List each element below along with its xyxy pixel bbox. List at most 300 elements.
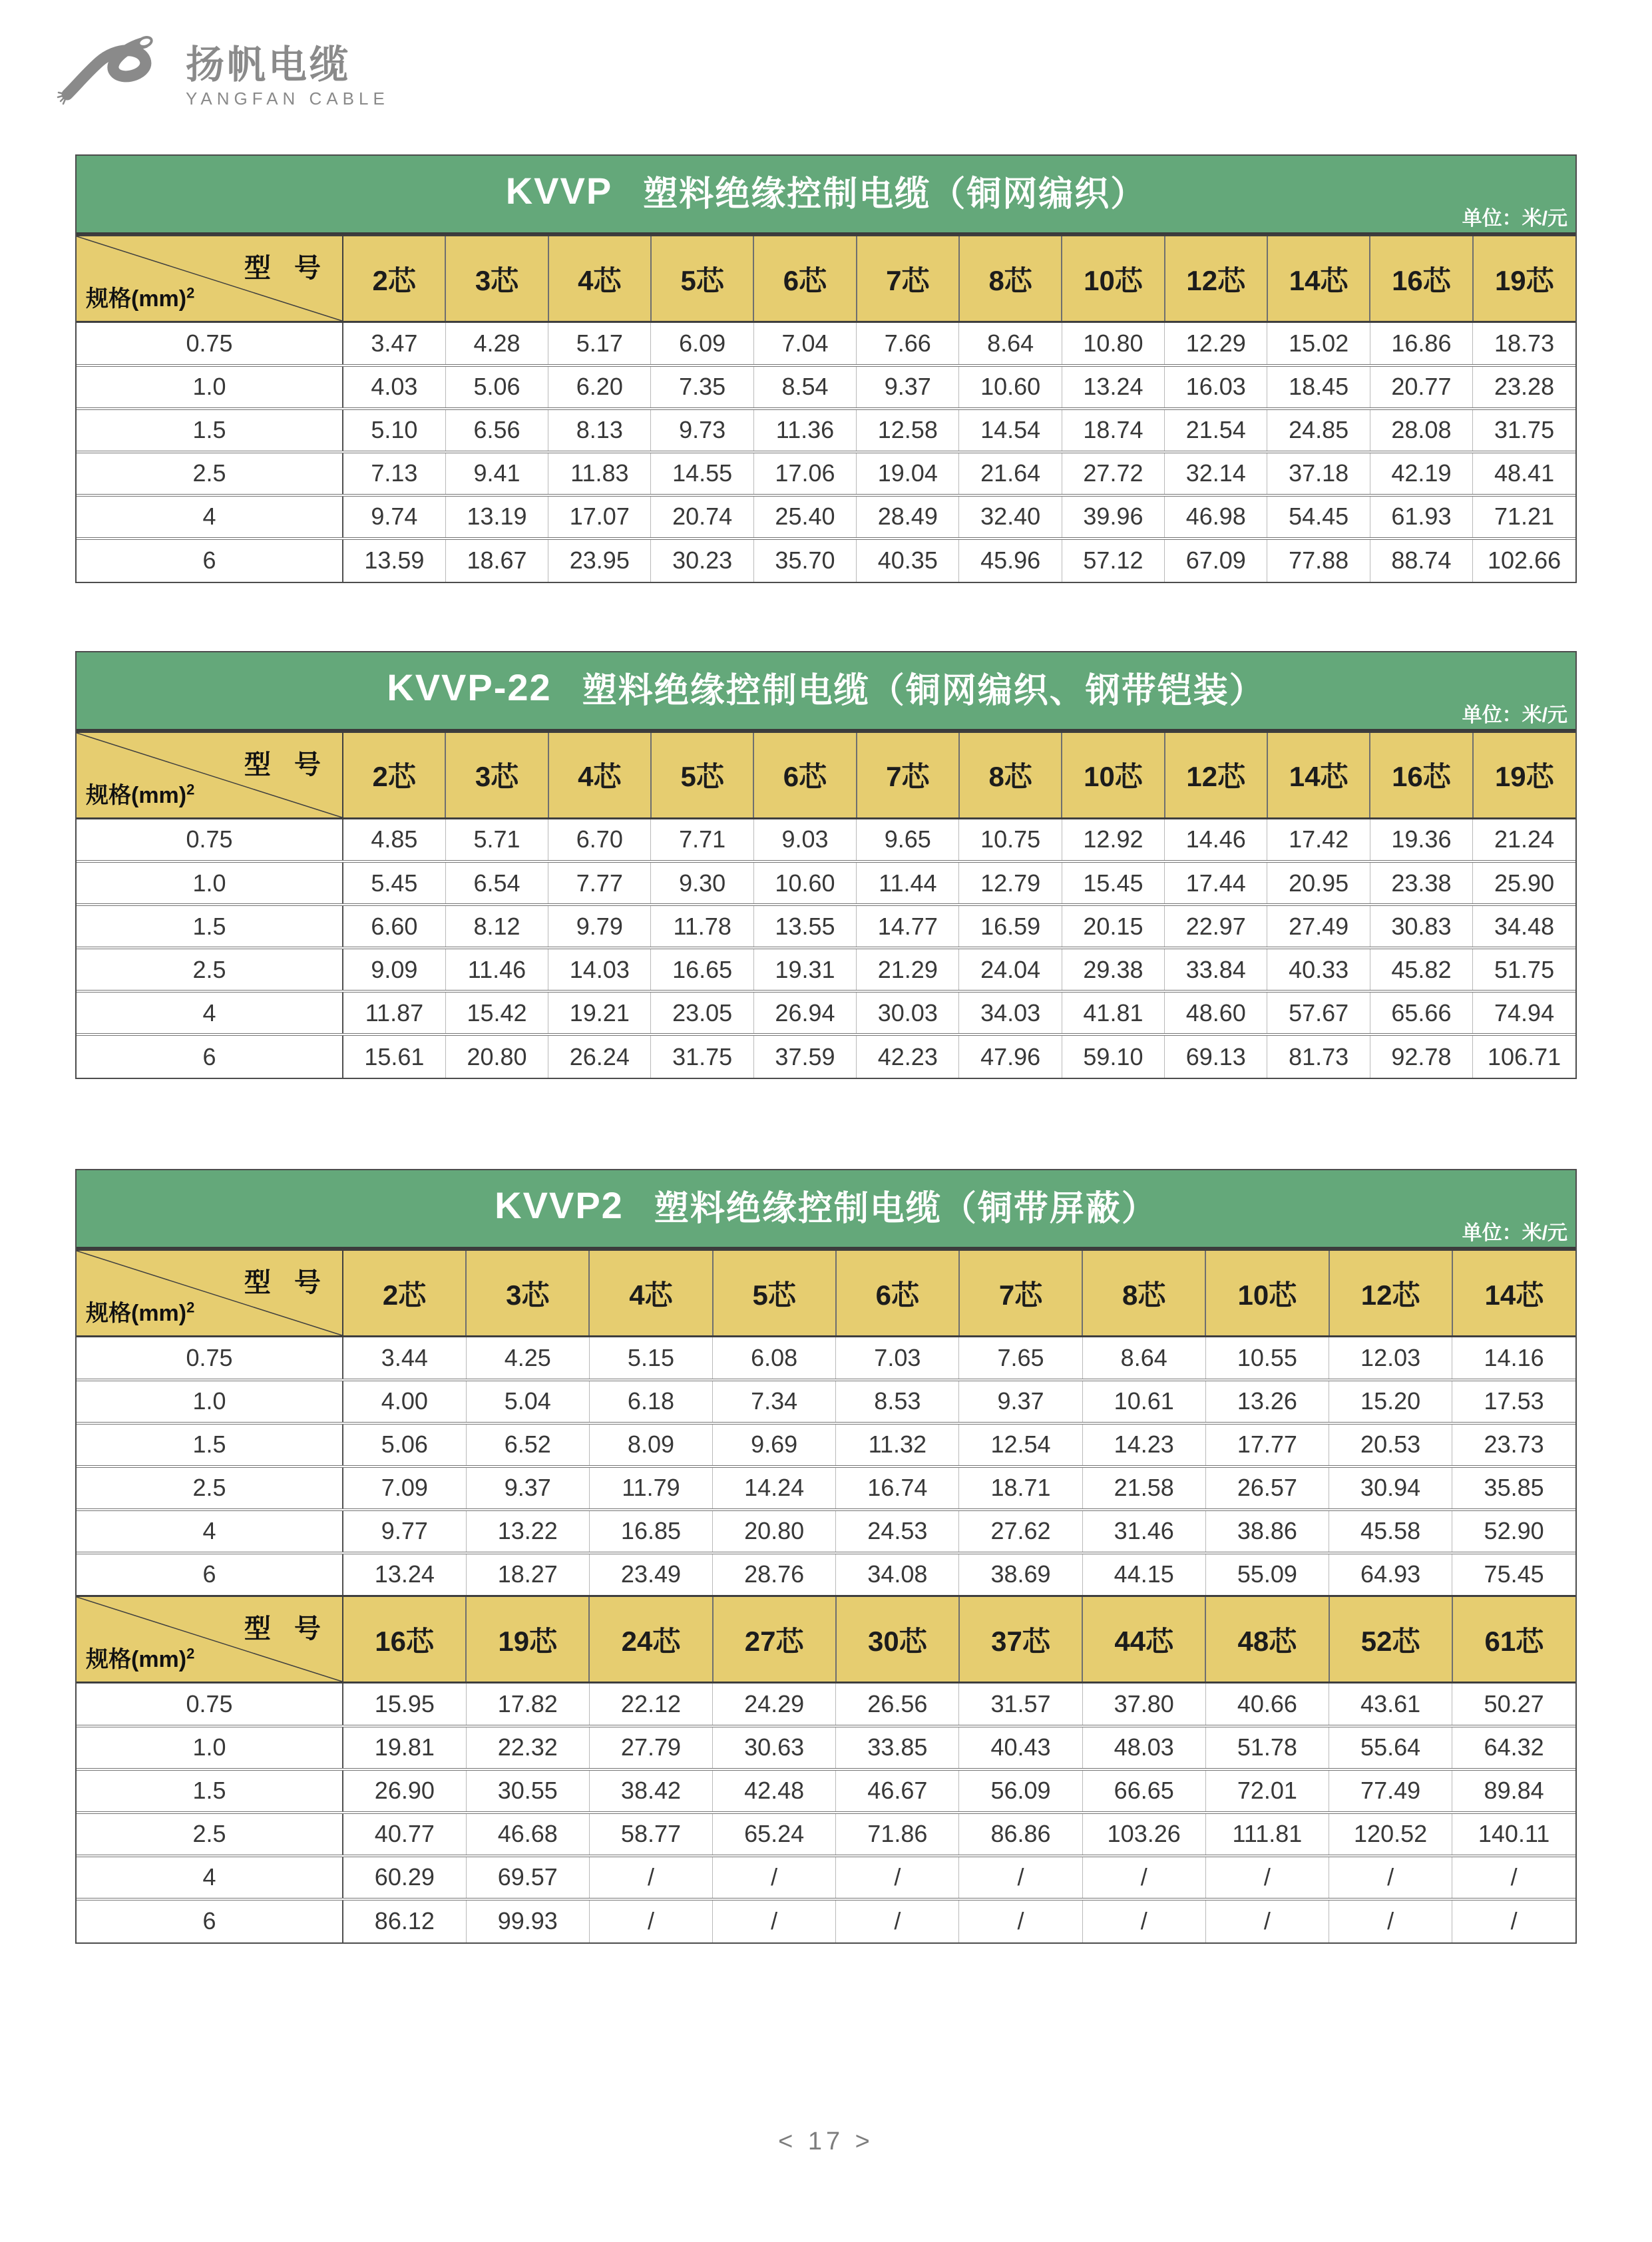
price-cell: 17.77 xyxy=(1205,1423,1329,1466)
price-cell: 14.77 xyxy=(857,905,959,948)
price-cell: 26.24 xyxy=(548,1034,651,1078)
price-table-kvvp xyxy=(75,154,1577,583)
price-cell: 16.86 xyxy=(1370,322,1472,365)
price-cell: 26.90 xyxy=(343,1769,466,1813)
price-cell: 16.65 xyxy=(651,948,753,991)
price-cell: 6.52 xyxy=(466,1423,589,1466)
price-cell: 7.34 xyxy=(713,1380,836,1423)
price-table-kvvp22 xyxy=(75,651,1577,1080)
price-cell: 11.79 xyxy=(589,1466,712,1510)
table-row xyxy=(77,1813,1575,1856)
price-cell: 35.85 xyxy=(1452,1466,1575,1510)
price-cell: 9.79 xyxy=(548,905,651,948)
price-cell: 6.18 xyxy=(589,1380,712,1423)
price-cell: 4.25 xyxy=(466,1337,589,1380)
column-header-cell: 12芯 xyxy=(1165,732,1267,818)
price-cell: 20.15 xyxy=(1062,905,1164,948)
price-cell: 57.12 xyxy=(1062,539,1164,582)
price-cell: 17.82 xyxy=(466,1683,589,1726)
price-cell: 42.19 xyxy=(1370,452,1472,495)
price-cell: 59.10 xyxy=(1062,1034,1164,1078)
column-header-cell: 5芯 xyxy=(713,1250,836,1337)
column-header-cell: 6芯 xyxy=(753,236,856,322)
table-row xyxy=(77,861,1575,905)
price-cell: 71.86 xyxy=(836,1813,959,1856)
price-cell: 40.66 xyxy=(1205,1683,1329,1726)
price-cell: 23.95 xyxy=(548,539,651,582)
spec-cell: 2.5 xyxy=(77,1813,343,1856)
price-cell: 23.49 xyxy=(589,1553,712,1596)
logo-text-cn: 扬帆电缆 xyxy=(186,43,351,87)
price-cell: 21.64 xyxy=(959,452,1062,495)
price-cell: 42.23 xyxy=(857,1034,959,1078)
price-cell: 12.92 xyxy=(1062,818,1164,861)
column-header-row xyxy=(77,1250,1575,1337)
price-cell: 5.45 xyxy=(343,861,445,905)
price-cell: 4.00 xyxy=(343,1380,466,1423)
price-cell: 11.83 xyxy=(548,452,651,495)
price-cell: 9.73 xyxy=(651,409,753,452)
price-cell: 23.28 xyxy=(1473,365,1575,409)
price-cell: / xyxy=(1452,1899,1575,1942)
table-title-line xyxy=(77,1170,1575,1240)
price-grid-kvvp22 xyxy=(77,731,1575,1078)
price-cell: / xyxy=(713,1899,836,1942)
price-cell: 69.13 xyxy=(1165,1034,1267,1078)
table-row xyxy=(77,1856,1575,1899)
logo-text-en: YANGFAN CABLE xyxy=(186,88,389,109)
table-title-band xyxy=(77,156,1575,234)
price-cell: / xyxy=(589,1899,712,1942)
spec-cell: 1.0 xyxy=(77,1380,343,1423)
column-header-cell: 7芯 xyxy=(857,732,959,818)
price-cell: 19.81 xyxy=(343,1726,466,1769)
price-cell: 9.37 xyxy=(857,365,959,409)
price-cell: 33.85 xyxy=(836,1726,959,1769)
price-cell: 55.09 xyxy=(1205,1553,1329,1596)
price-cell: 140.11 xyxy=(1452,1813,1575,1856)
price-cell: 19.36 xyxy=(1370,818,1472,861)
price-cell: 17.44 xyxy=(1165,861,1267,905)
price-cell: 47.96 xyxy=(959,1034,1062,1078)
column-header-cell: 16芯 xyxy=(343,1596,466,1683)
price-cell: 32.14 xyxy=(1165,452,1267,495)
price-cell: 9.69 xyxy=(713,1423,836,1466)
table-title-line xyxy=(77,156,1575,226)
price-cell: 89.84 xyxy=(1452,1769,1575,1813)
price-cell: 15.95 xyxy=(343,1683,466,1726)
price-cell: / xyxy=(589,1856,712,1899)
column-header-cell: 7芯 xyxy=(959,1250,1082,1337)
price-cell: 33.84 xyxy=(1165,948,1267,991)
corner-spec-label: 规格(mm)$^2$ xyxy=(86,1299,195,1326)
price-cell: 4.28 xyxy=(445,322,548,365)
table-title-text: 塑料绝缘控制电缆（铜网编织） xyxy=(643,175,1147,214)
price-cell: 9.30 xyxy=(651,861,753,905)
price-cell: 10.75 xyxy=(959,818,1062,861)
price-cell: / xyxy=(1082,1899,1205,1942)
price-cell: 46.67 xyxy=(836,1769,959,1813)
column-header-cell: 44芯 xyxy=(1082,1596,1205,1683)
table-title-text: 塑料绝缘控制电缆（铜带屏蔽） xyxy=(654,1190,1157,1228)
price-cell: 10.55 xyxy=(1205,1337,1329,1380)
price-cell: 30.63 xyxy=(713,1726,836,1769)
price-cell: 11.36 xyxy=(753,409,856,452)
spec-cell: 6 xyxy=(77,1034,343,1078)
price-cell: 11.46 xyxy=(445,948,548,991)
price-cell: 13.22 xyxy=(466,1510,589,1553)
price-cell: 9.77 xyxy=(343,1510,466,1553)
price-cell: 17.42 xyxy=(1267,818,1370,861)
price-cell: 66.65 xyxy=(1082,1769,1205,1813)
price-cell: 37.80 xyxy=(1082,1683,1205,1726)
price-cell: 11.32 xyxy=(836,1423,959,1466)
unit-label: 单位：米/元 xyxy=(1462,208,1567,230)
table-row xyxy=(77,452,1575,495)
price-cell: 6.70 xyxy=(548,818,651,861)
column-header-cell: 10芯 xyxy=(1062,732,1164,818)
price-cell: 27.49 xyxy=(1267,905,1370,948)
spec-cell: 0.75 xyxy=(77,1337,343,1380)
price-cell: 9.37 xyxy=(959,1380,1082,1423)
table-row xyxy=(77,818,1575,861)
price-cell: 41.81 xyxy=(1062,991,1164,1034)
price-cell: 72.01 xyxy=(1205,1769,1329,1813)
price-cell: 7.13 xyxy=(343,452,445,495)
page-number: < 17 > xyxy=(778,2128,874,2155)
price-cell: 31.75 xyxy=(1473,409,1575,452)
corner-model-label: 型 号 xyxy=(244,750,329,780)
price-cell: 120.52 xyxy=(1329,1813,1452,1856)
price-cell: 51.78 xyxy=(1205,1726,1329,1769)
spec-cell: 1.0 xyxy=(77,365,343,409)
price-cell: 48.60 xyxy=(1165,991,1267,1034)
price-cell: 7.65 xyxy=(959,1337,1082,1380)
price-cell: 34.03 xyxy=(959,991,1062,1034)
price-cell: 8.12 xyxy=(445,905,548,948)
price-cell: 6.60 xyxy=(343,905,445,948)
price-cell: 56.09 xyxy=(959,1769,1082,1813)
table-row xyxy=(77,1466,1575,1510)
price-cell: 38.42 xyxy=(589,1769,712,1813)
price-cell: 6.20 xyxy=(548,365,651,409)
price-cell: / xyxy=(713,1856,836,1899)
table-row xyxy=(77,409,1575,452)
price-cell: 37.18 xyxy=(1267,452,1370,495)
price-cell: 14.16 xyxy=(1452,1337,1575,1380)
price-cell: 8.54 xyxy=(753,365,856,409)
price-cell: 3.44 xyxy=(343,1337,466,1380)
price-cell: 15.42 xyxy=(445,991,548,1034)
price-cell: 8.13 xyxy=(548,409,651,452)
unit-label: 单位：米/元 xyxy=(1462,1222,1567,1244)
column-header-cell: 16芯 xyxy=(1370,732,1472,818)
price-cell: 46.98 xyxy=(1165,495,1267,539)
price-cell: 17.53 xyxy=(1452,1380,1575,1423)
price-cell: 5.17 xyxy=(548,322,651,365)
price-grid-kvvp2 xyxy=(77,1249,1575,1942)
price-cell: 6.09 xyxy=(651,322,753,365)
price-cell: 64.32 xyxy=(1452,1726,1575,1769)
column-header-cell: 48芯 xyxy=(1205,1596,1329,1683)
price-cell: 27.62 xyxy=(959,1510,1082,1553)
price-cell: 42.48 xyxy=(713,1769,836,1813)
spec-cell: 6 xyxy=(77,1553,343,1596)
column-header-cell: 12芯 xyxy=(1165,236,1267,322)
price-cell: 15.61 xyxy=(343,1034,445,1078)
price-cell: 14.03 xyxy=(548,948,651,991)
column-header-cell: 3芯 xyxy=(466,1250,589,1337)
table-row xyxy=(77,1337,1575,1380)
price-cell: 8.09 xyxy=(589,1423,712,1466)
column-header-cell: 14芯 xyxy=(1452,1250,1575,1337)
corner-model-label: 型 号 xyxy=(244,254,329,283)
column-header-cell: 4芯 xyxy=(548,732,651,818)
table-row xyxy=(77,991,1575,1034)
price-cell: 34.08 xyxy=(836,1553,959,1596)
price-cell: 20.95 xyxy=(1267,861,1370,905)
price-cell: 31.75 xyxy=(651,1034,753,1078)
price-cell: 16.74 xyxy=(836,1466,959,1510)
column-header-cell: 52芯 xyxy=(1329,1596,1452,1683)
price-cell: 28.49 xyxy=(857,495,959,539)
table-row xyxy=(77,1726,1575,1769)
price-cell: 10.61 xyxy=(1082,1380,1205,1423)
price-cell: 102.66 xyxy=(1473,539,1575,582)
spec-cell: 6 xyxy=(77,1899,343,1942)
model-spec-corner-cell xyxy=(77,732,343,818)
price-cell: 20.80 xyxy=(445,1034,548,1078)
spec-cell: 1.5 xyxy=(77,905,343,948)
table-row xyxy=(77,1380,1575,1423)
price-cell: 51.75 xyxy=(1473,948,1575,991)
column-header-cell: 8芯 xyxy=(959,732,1062,818)
corner-spec-label: 规格(mm)$^2$ xyxy=(86,1645,195,1672)
table-row xyxy=(77,495,1575,539)
price-cell: 11.44 xyxy=(857,861,959,905)
price-cell: / xyxy=(959,1899,1082,1942)
price-cell: 24.29 xyxy=(713,1683,836,1726)
price-cell: 21.58 xyxy=(1082,1466,1205,1510)
column-header-cell: 24芯 xyxy=(589,1596,712,1683)
column-header-cell: 6芯 xyxy=(753,732,856,818)
price-cell: 64.93 xyxy=(1329,1553,1452,1596)
price-cell: 10.60 xyxy=(959,365,1062,409)
column-header-cell: 19芯 xyxy=(1473,236,1575,322)
price-cell: 7.66 xyxy=(857,322,959,365)
table-row xyxy=(77,1510,1575,1553)
price-cell: 5.06 xyxy=(445,365,548,409)
price-cell: 26.56 xyxy=(836,1683,959,1726)
price-cell: 34.48 xyxy=(1473,905,1575,948)
price-cell: 38.86 xyxy=(1205,1510,1329,1553)
price-cell: 19.21 xyxy=(548,991,651,1034)
price-cell: 21.29 xyxy=(857,948,959,991)
spec-cell: 0.75 xyxy=(77,1683,343,1726)
column-header-row xyxy=(77,1596,1575,1683)
price-cell: 14.54 xyxy=(959,409,1062,452)
table-row xyxy=(77,365,1575,409)
column-header-cell: 12芯 xyxy=(1329,1250,1452,1337)
price-cell: 7.09 xyxy=(343,1466,466,1510)
price-table-kvvp2 xyxy=(75,1169,1577,1944)
table-row xyxy=(77,1899,1575,1942)
price-cell: 28.08 xyxy=(1370,409,1472,452)
price-cell: / xyxy=(959,1856,1082,1899)
table-row xyxy=(77,1769,1575,1813)
price-cell: 18.45 xyxy=(1267,365,1370,409)
price-cell: 30.55 xyxy=(466,1769,589,1813)
price-cell: 35.70 xyxy=(753,539,856,582)
price-cell: 22.32 xyxy=(466,1726,589,1769)
price-cell: 19.31 xyxy=(753,948,856,991)
table-title-text: 塑料绝缘控制电缆（铜网编织、钢带铠装） xyxy=(582,671,1265,710)
yangfan-cable-logo xyxy=(57,31,389,117)
corner-model-label: 型 号 xyxy=(244,1268,329,1297)
price-cell: 23.38 xyxy=(1370,861,1472,905)
column-header-cell: 8芯 xyxy=(1082,1250,1205,1337)
price-cell: 30.94 xyxy=(1329,1466,1452,1510)
price-cell: 30.03 xyxy=(857,991,959,1034)
column-header-cell: 19芯 xyxy=(466,1596,589,1683)
price-cell: 9.03 xyxy=(753,818,856,861)
table-model-code: KVVP xyxy=(505,170,613,212)
column-header-cell: 14芯 xyxy=(1267,236,1370,322)
price-cell: 8.53 xyxy=(836,1380,959,1423)
corner-spec-label: 规格(mm)$^2$ xyxy=(86,284,195,312)
price-cell: 6.08 xyxy=(713,1337,836,1380)
price-cell: 10.60 xyxy=(753,861,856,905)
price-cell: 69.57 xyxy=(466,1856,589,1899)
column-header-cell: 2芯 xyxy=(343,1250,466,1337)
price-cell: 9.09 xyxy=(343,948,445,991)
price-cell: 18.27 xyxy=(466,1553,589,1596)
price-cell: 28.76 xyxy=(713,1553,836,1596)
column-header-cell: 4芯 xyxy=(548,236,651,322)
price-cell: 9.41 xyxy=(445,452,548,495)
price-cell: 14.46 xyxy=(1165,818,1267,861)
table-row xyxy=(77,905,1575,948)
price-cell: 4.85 xyxy=(343,818,445,861)
price-cell: 48.41 xyxy=(1473,452,1575,495)
price-cell: 16.59 xyxy=(959,905,1062,948)
price-cell: 20.77 xyxy=(1370,365,1472,409)
price-cell: 9.74 xyxy=(343,495,445,539)
price-cell: 20.80 xyxy=(713,1510,836,1553)
price-cell: 22.97 xyxy=(1165,905,1267,948)
price-cell: 14.55 xyxy=(651,452,753,495)
price-cell: 12.29 xyxy=(1165,322,1267,365)
price-cell: 30.23 xyxy=(651,539,753,582)
table-title-band xyxy=(77,652,1575,731)
column-header-cell: 27芯 xyxy=(713,1596,836,1683)
spec-cell: 1.0 xyxy=(77,1726,343,1769)
price-cell: 99.93 xyxy=(466,1899,589,1942)
price-cell: 29.38 xyxy=(1062,948,1164,991)
price-cell: 46.68 xyxy=(466,1813,589,1856)
price-cell: 40.33 xyxy=(1267,948,1370,991)
price-cell: 21.24 xyxy=(1473,818,1575,861)
price-cell: 5.04 xyxy=(466,1380,589,1423)
model-spec-corner-cell xyxy=(77,1250,343,1337)
price-cell: 20.53 xyxy=(1329,1423,1452,1466)
price-cell: 40.35 xyxy=(857,539,959,582)
price-cell: 23.05 xyxy=(651,991,753,1034)
price-cell: 24.85 xyxy=(1267,409,1370,452)
price-cell: 18.73 xyxy=(1473,322,1575,365)
price-cell: 15.02 xyxy=(1267,322,1370,365)
spec-cell: 4 xyxy=(77,1510,343,1553)
price-cell: 55.64 xyxy=(1329,1726,1452,1769)
price-cell: 25.40 xyxy=(753,495,856,539)
price-cell: 48.03 xyxy=(1082,1726,1205,1769)
table-title-band xyxy=(77,1170,1575,1249)
price-cell: 31.46 xyxy=(1082,1510,1205,1553)
price-cell: 71.21 xyxy=(1473,495,1575,539)
price-cell: 38.69 xyxy=(959,1553,1082,1596)
column-header-row xyxy=(77,236,1575,322)
spec-cell: 4 xyxy=(77,495,343,539)
price-cell: 11.78 xyxy=(651,905,753,948)
price-cell: 13.59 xyxy=(343,539,445,582)
unit-label: 单位：米/元 xyxy=(1462,704,1567,726)
price-cell: 5.15 xyxy=(589,1337,712,1380)
price-cell: 19.04 xyxy=(857,452,959,495)
column-header-cell: 14芯 xyxy=(1267,732,1370,818)
price-cell: 26.57 xyxy=(1205,1466,1329,1510)
column-header-cell: 5芯 xyxy=(651,236,753,322)
price-cell: 14.23 xyxy=(1082,1423,1205,1466)
price-cell: 86.86 xyxy=(959,1813,1082,1856)
spec-cell: 2.5 xyxy=(77,1466,343,1510)
price-cell: 45.58 xyxy=(1329,1510,1452,1553)
price-cell: 40.43 xyxy=(959,1726,1082,1769)
price-cell: 31.57 xyxy=(959,1683,1082,1726)
column-header-cell: 16芯 xyxy=(1370,236,1472,322)
model-spec-corner-cell xyxy=(77,236,343,322)
price-cell: 6.56 xyxy=(445,409,548,452)
price-cell: 6.54 xyxy=(445,861,548,905)
column-header-cell: 37芯 xyxy=(959,1596,1082,1683)
price-cell: 24.04 xyxy=(959,948,1062,991)
price-cell: 23.73 xyxy=(1452,1423,1575,1466)
column-header-cell: 10芯 xyxy=(1205,1250,1329,1337)
price-cell: 14.24 xyxy=(713,1466,836,1510)
price-cell: 43.61 xyxy=(1329,1683,1452,1726)
price-cell: 81.73 xyxy=(1267,1034,1370,1078)
price-cell: 7.04 xyxy=(753,322,856,365)
price-cell: / xyxy=(836,1856,959,1899)
price-cell: 44.15 xyxy=(1082,1553,1205,1596)
price-cell: 12.54 xyxy=(959,1423,1082,1466)
table-row xyxy=(77,322,1575,365)
table-model-code: KVVP2 xyxy=(495,1184,624,1226)
spec-cell: 4 xyxy=(77,1856,343,1899)
price-cell: 12.03 xyxy=(1329,1337,1452,1380)
price-cell: 77.49 xyxy=(1329,1769,1452,1813)
price-cell: 12.58 xyxy=(857,409,959,452)
column-header-cell: 19芯 xyxy=(1473,732,1575,818)
price-cell: / xyxy=(1205,1899,1329,1942)
price-cell: 88.74 xyxy=(1370,539,1472,582)
price-cell: 7.77 xyxy=(548,861,651,905)
price-cell: 15.45 xyxy=(1062,861,1164,905)
price-cell: 45.82 xyxy=(1370,948,1472,991)
spec-cell: 2.5 xyxy=(77,452,343,495)
price-cell: 24.53 xyxy=(836,1510,959,1553)
price-cell: 18.74 xyxy=(1062,409,1164,452)
price-cell: 7.35 xyxy=(651,365,753,409)
